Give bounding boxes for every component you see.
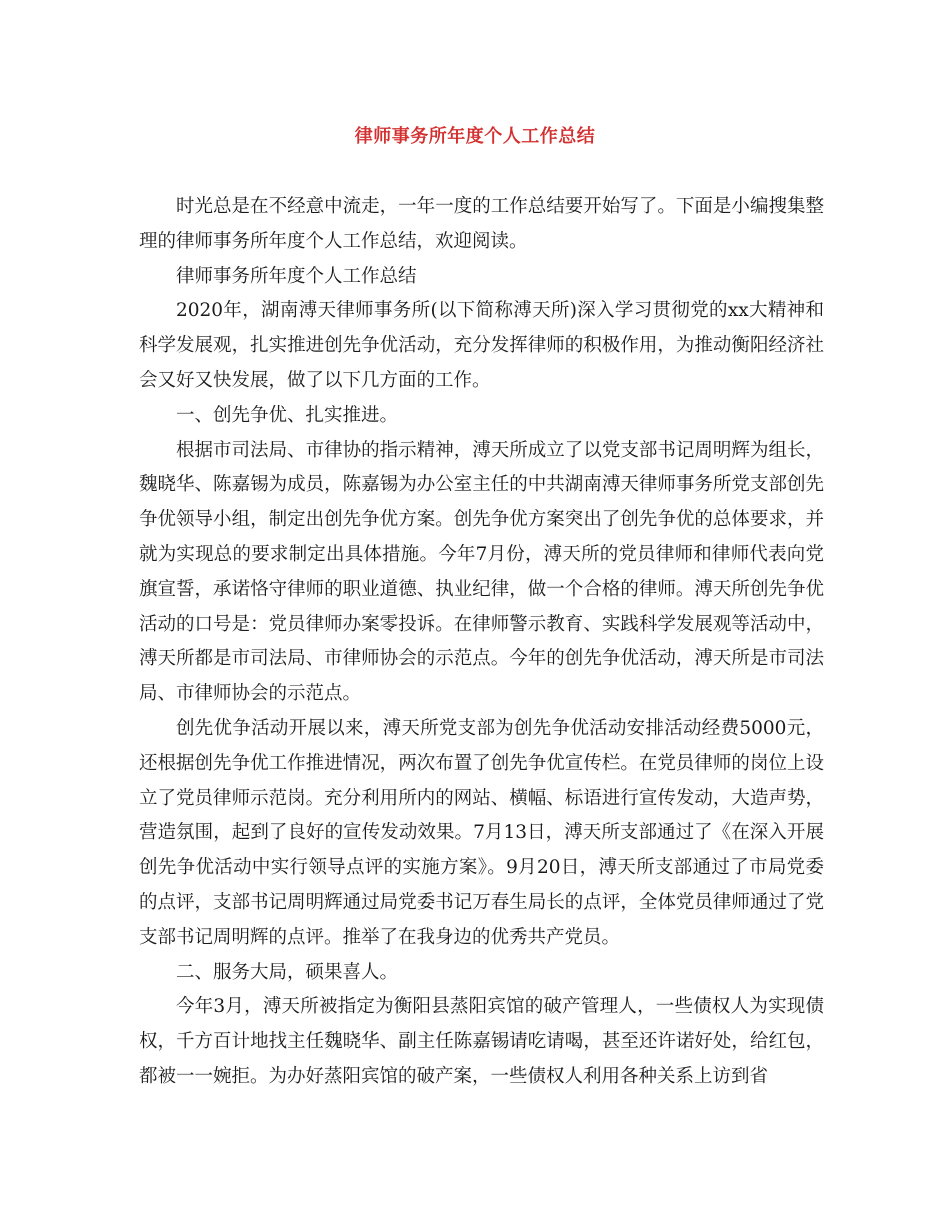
subtitle-paragraph: 律师事务所年度个人工作总结 [176,265,417,287]
document-title: 律师事务所年度个人工作总结 [354,126,596,147]
section-1-paragraph-1: 根据市司法局、市律协的指示精神，溥天所成立了以党支部书记周明辉为组长，魏晓华、陈嘉锡为成员，陈嘉锡为办公室主任的中共湖南溥天律师事务所党支部创先争优领导小组，制定出创先争优方案。创先争优方案突出了创先争优的总体要求，并就为实现总的要求制定出具体措施。今年7月份，溥天所的党员律师和律师代表向党旗宣誓，承诺恪守律师的职业道德、执业纪律，做一个合格的律师。溥天所创先争优活动的口号是：党员律师办案零投诉。在律师警示教育、实践科学发展观等活动中，溥天所都是市司法局、市律师协会的示范点。今年的创先争优活动，溥天所是市司法局、市律师协会的示范点。 [139,439,824,705]
section-2-paragraph-1: 今年3月，溥天所被指定为衡阳县蒸阳宾馆的破产管理人，一些债权人为实现债权，千方百计地找主任魏晓华、副主任陈嘉锡请吃请喝，甚至还许诺好处，给红包，都被一一婉拒。为办好蒸阳宾馆的破产案，一些债权人利用各种关系上访到省 [139,996,824,1087]
section-heading-1: 一、创先争优、扎实推进。 [176,404,399,426]
overview-paragraph: 2020年，湖南溥天律师事务所(以下简称溥天所)深入学习贯彻党的xx大精神和科学发展观，扎实推进创先争优活动，充分发挥律师的积极作用，为推动衡阳经济社会又好又快发展，做了以下几方面的工作。 [139,300,824,391]
section-1-paragraph-2: 创先优争活动开展以来，溥天所党支部为创先争优活动安排活动经费5000元，还根据创先争优工作推进情况，两次布置了创先争优宣传栏。在党员律师的岗位上设立了党员律师示范岗。充分利用所内的网站、横幅、标语进行宣传发动，大造声势，营造氛围，起到了良好的宣传发动效果。7月13日，溥天所支部通过了《在深入开展创先争优活动中实行领导点评的实施方案》。9月20日，溥天所支部通过了市局党委的点评，支部书记周明辉通过局党委书记万春生局长的点评，全体党员律师通过了党支部书记周明辉的点评。推举了在我身边的优秀共产党员。 [139,717,824,948]
intro-paragraph: 时光总是在不经意中流走，一年一度的工作总结要开始写了。下面是小编搜集整理的律师事务所年度个人工作总结，欢迎阅读。 [139,196,824,252]
document-body [139,190,824,1095]
section-heading-2: 二、服务大局，硕果喜人。 [176,961,399,983]
